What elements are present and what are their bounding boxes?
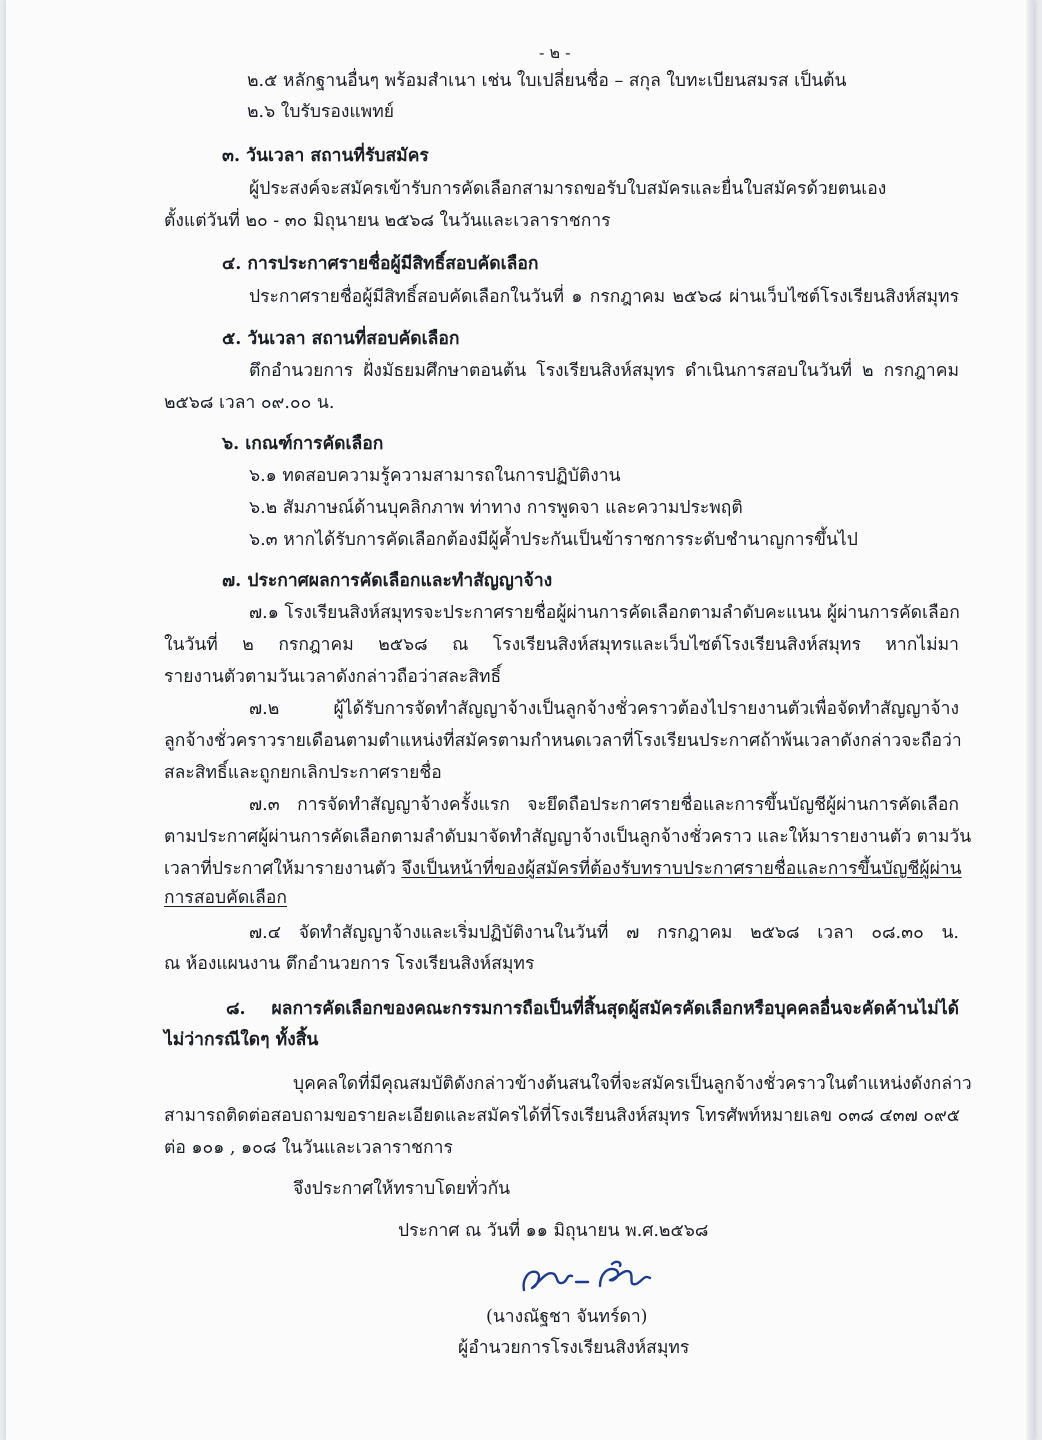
item-7-2-line-2: ลูกจ้างชั่วคราวรายเดือนตามตำแหน่งที่สมัครตามกำหนดเวลาที่โรงเรียนประกาศถ้าพ้นเวลาดังกล่าวจะถือว่า [164,731,962,751]
item-7-4-line-2: ณ ห้องแผนงาน ตึกอำนวยการ โรงเรียนสิงห์สมุทร [164,954,535,974]
page-number: - ๒ - [539,43,571,62]
item-7-3-line-3-plain: เวลาที่ประกาศให้มารายงานตัว [164,859,402,879]
signer-name: (นางณัฐชา จันทร์ดา) [486,1307,648,1327]
section-6-heading: ๖. เกณฑ์การคัดเลือก [222,434,384,454]
section-5-line-2: ๒๕๖๘ เวลา ๐๙.๐๐ น. [164,393,335,413]
page-edge-shadow [1026,0,1034,1440]
item-7-1-line-1: ๗.๑ โรงเรียนสิงห์สมุทรจะประกาศรายชื่อผู้ผ่านการคัดเลือกตามลำดับคะแนน ผู้ผ่านการคัดเลือก [249,603,960,623]
item-7-2-line-1: ๗.๒ ผู้ได้รับการจัดทำสัญญาจ้างเป็นลูกจ้างชั่วคราวต้องไปรายงานตัวเพื่อจัดทำสัญญาจ้าง [249,699,959,719]
section-7-heading: ๗. ประกาศผลการคัดเลือกและทำสัญญาจ้าง [222,571,553,591]
announce-line: จึงประกาศให้ทราบโดยทั่วกัน [293,1179,511,1199]
item-2-5: ๒.๕ หลักฐานอื่นๆ พร้อมสำเนา เช่น ใบเปลี่ยนชื่อ – สกุล ใบทะเบียนสมรส เป็นต้น [247,71,847,91]
item-7-2-line-3: สละสิทธิ์และถูกยกเลิกประกาศรายชื่อ [164,763,442,783]
item-6-1: ๖.๑ ทดสอบความรู้ความสามารถในการปฏิบัติงาน [249,466,621,486]
item-7-4-line-1: ๗.๔ จัดทำสัญญาจ้างและเริ่มปฏิบัติงานในวันที่ ๗ กรกฎาคม ๒๕๖๘ เวลา ๐๘.๓๐ น. [249,923,959,943]
signer-title: ผู้อำนวยการโรงเรียนสิงห์สมุทร [458,1338,690,1358]
item-7-1-line-3: รายงานตัวตามวันเวลาดังกล่าวถือว่าสละสิทธิ์ [164,667,502,687]
section-3-line-1: ผู้ประสงค์จะสมัครเข้ารับการคัดเลือกสามารถขอรับใบสมัครและยื่นใบสมัครด้วยตนเอง [249,179,887,199]
section-4-heading: ๔. การประกาศรายชื่อผู้มีสิทธิ์สอบคัดเลือก [222,254,539,274]
item-7-1-line-2: ในวันที่ ๒ กรกฎาคม ๒๕๖๘ ณ โรงเรียนสิงห์สมุทรและเว็บไซต์โรงเรียนสิงห์สมุทร หากไม่มา [164,635,959,655]
item-7-3-underlined-notice: จึงเป็นหน้าที่ของผู้สมัครที่ต้องรับทราบประกาศรายชื่อและการขึ้นบัญชีผู้ผ่าน [401,859,962,879]
item-7-3-line-4: การสอบคัดเลือก [164,888,288,908]
section-4-line-1: ประกาศรายชื่อผู้มีสิทธิ์สอบคัดเลือกในวันที่ ๑ กรกฎาคม ๒๕๖๘ ผ่านเว็บไซต์โรงเรียนสิงห์สมุทร [249,287,959,307]
announce-date: ประกาศ ณ วันที่ ๑๑ มิถุนายน พ.ศ.๒๕๖๘ [398,1221,709,1241]
contact-line-1: บุคคลใดที่มีคุณสมบัติดังกล่าวข้างต้นสนใจที่จะสมัครเป็นลูกจ้างชั่วคราวในตำแหน่งดังกล่าว [293,1074,972,1094]
section-8-line-1: ๘. ผลการคัดเลือกของคณะกรรมการถือเป็นที่สิ้นสุดผู้สมัครคัดเลือกหรือบุคคลอื่นจะคัดค้านไม่ได้ [226,999,959,1019]
section-5-heading: ๕. วันเวลา สถานที่สอบคัดเลือก [222,329,460,349]
signature [516,1256,666,1300]
contact-line-3: ต่อ ๑๐๑ , ๑๐๘ ในวันและเวลาราชการ [164,1138,453,1158]
section-3-heading: ๓. วันเวลา สถานที่รับสมัคร [222,146,429,166]
section-8-line-2: ไม่ว่ากรณีใดๆ ทั้งสิ้น [164,1030,319,1050]
item-2-6: ๒.๖ ใบรับรองแพทย์ [247,102,394,122]
document-page [6,0,1034,1440]
section-3-line-2: ตั้งแต่วันที่ ๒๐ - ๓๐ มิถุนายน ๒๕๖๘ ในวันและเวลาราชการ [164,211,611,231]
item-7-3-line-3 [164,856,962,882]
contact-line-2: สามารถติดต่อสอบถามขอรายละเอียดและสมัครได้ที่โรงเรียนสิงห์สมุทร โทรศัพท์หมายเลข ๐๓๘ ๔๓๗ ๐๙๕ [164,1106,961,1126]
section-5-line-1: ตึกอำนวยการ ฝั่งมัธยมศึกษาตอนต้น โรงเรียนสิงห์สมุทร ดำเนินการสอบในวันที่ ๒ กรกฎาคม [249,361,959,381]
item-7-3-line-2: ตามประกาศผู้ผ่านการคัดเลือกตามลำดับมาจัดทำสัญญาจ้างเป็นลูกจ้างชั่วคราว และให้มารายงานตัว ตามวัน [164,827,972,847]
item-7-3-line-1: ๗.๓ การจัดทำสัญญาจ้างครั้งแรก จะยึดถือประกาศรายชื่อและการขึ้นบัญชีผู้ผ่านการคัดเลือก [249,795,959,815]
item-6-3: ๖.๓ หากได้รับการคัดเลือกต้องมีผู้ค้ำประกันเป็นข้าราชการระดับชำนาญการขึ้นไป [249,530,858,550]
item-6-2: ๖.๒ สัมภาษณ์ด้านบุคลิกภาพ ท่าทาง การพูดจา และความประพฤติ [249,498,743,518]
